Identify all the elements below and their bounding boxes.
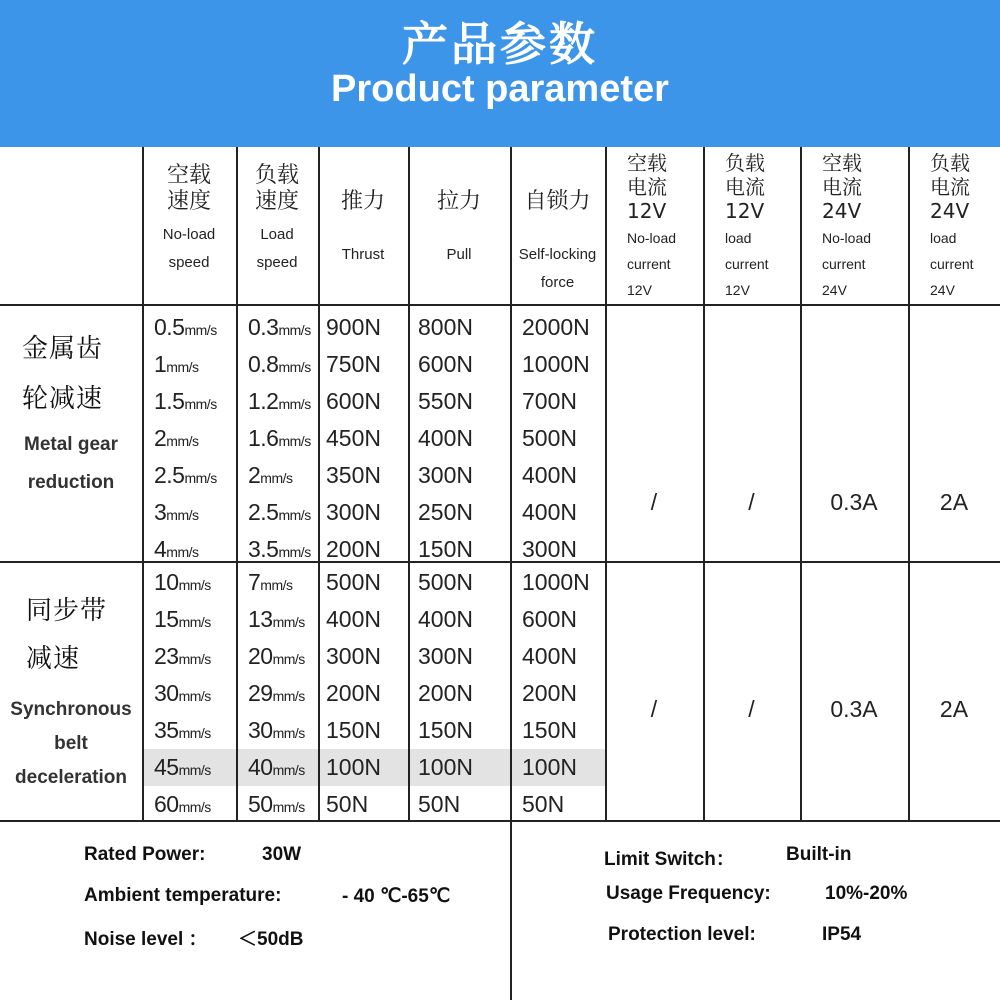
- table-cell: [154, 346, 199, 383]
- header-english-line: 12V: [627, 282, 652, 298]
- table-cell: [248, 457, 293, 494]
- speed-value: 1.2: [248, 388, 279, 414]
- table-cell: [154, 494, 199, 531]
- table-cell: [154, 420, 199, 457]
- column-header: [318, 147, 408, 304]
- header-chinese-line: 空载: [822, 151, 862, 175]
- table-cell: 1000N: [522, 351, 590, 377]
- speed-value: 29: [248, 680, 273, 706]
- parameter-table: [0, 147, 1000, 1000]
- table-cell: 500N: [522, 425, 577, 451]
- header-chinese-line: 电流: [725, 175, 765, 199]
- table-cell: 400N: [418, 425, 473, 451]
- table-cell: [154, 675, 211, 712]
- speed-unit: mm/s: [278, 433, 311, 449]
- table-cell: 500N: [418, 569, 473, 595]
- header-chinese-line: 12V: [725, 199, 765, 223]
- speed-value: 7: [248, 569, 261, 595]
- header-chinese-line: 24V: [930, 199, 970, 223]
- header-chinese-line: 速度: [254, 189, 299, 214]
- table-divider: [0, 561, 1000, 563]
- table-cell: [154, 638, 211, 675]
- speed-value: 15: [154, 606, 179, 632]
- group-label-chinese: [22, 324, 142, 424]
- speed-value: 2.5: [248, 499, 279, 525]
- header-chinese-line: 拉力: [436, 189, 481, 214]
- spec-value: Built-in: [786, 844, 852, 865]
- speed-value: 1.5: [154, 388, 185, 414]
- speed-unit: mm/s: [278, 396, 311, 412]
- table-cell: [248, 309, 311, 346]
- speed-unit: mm/s: [272, 762, 305, 778]
- speed-value: 10: [154, 569, 179, 595]
- header-chinese: [142, 163, 236, 215]
- speed-unit: mm/s: [184, 470, 217, 486]
- speed-value: 35: [154, 717, 179, 743]
- header-chinese: [703, 151, 800, 223]
- speed-unit: mm/s: [184, 396, 217, 412]
- table-cell: [154, 457, 217, 494]
- header-chinese-line: 电流: [627, 175, 667, 199]
- column-header: [908, 147, 1000, 304]
- table-cell: 50N: [326, 791, 369, 817]
- current-value: 0.3A: [830, 489, 878, 515]
- header-english: [703, 225, 800, 303]
- table-cell: [248, 712, 305, 749]
- column-header: [408, 147, 510, 304]
- speed-value: 45: [154, 754, 179, 780]
- speed-unit: mm/s: [178, 614, 211, 630]
- current-value: /: [650, 489, 658, 515]
- speed-unit: mm/s: [272, 799, 305, 815]
- table-cell: [248, 601, 305, 638]
- speed-unit: mm/s: [278, 359, 311, 375]
- header-chinese-line: 12V: [627, 199, 667, 223]
- spec-label: Ambient temperature:: [84, 885, 282, 906]
- speed-unit: mm/s: [178, 762, 211, 778]
- column-header: [142, 147, 236, 304]
- specs-divider: [510, 820, 512, 1000]
- table-cell: 2000N: [522, 314, 590, 340]
- speed-value: 20: [248, 643, 273, 669]
- table-cell: 100N: [418, 754, 473, 780]
- title-chinese: 产品参数: [402, 17, 598, 71]
- speed-unit: mm/s: [178, 577, 211, 593]
- group-label-chinese-line: 减速: [26, 644, 81, 674]
- table-cell: 150N: [418, 536, 473, 562]
- table-divider: [0, 304, 1000, 306]
- group-label-english-line: deceleration: [15, 767, 127, 788]
- table-cell: 500N: [326, 569, 381, 595]
- header-english-line: Pull: [446, 246, 472, 263]
- spec-value: - 40 ℃-65℃: [342, 886, 451, 907]
- speed-unit: mm/s: [272, 614, 305, 630]
- header-english-line: current: [930, 256, 974, 272]
- table-cell: [154, 531, 199, 568]
- header-chinese: [236, 163, 318, 215]
- spec-label: Protection level:: [608, 924, 756, 945]
- group-label-english: [0, 426, 142, 502]
- speed-unit: mm/s: [260, 470, 293, 486]
- header-english-line: current: [822, 256, 866, 272]
- header-chinese: [605, 151, 703, 223]
- speed-value: 23: [154, 643, 179, 669]
- table-cell: 50N: [522, 791, 565, 817]
- header-chinese-line: 推力: [340, 189, 385, 214]
- current-value: 0.3A: [830, 696, 878, 722]
- speed-unit: mm/s: [166, 433, 199, 449]
- header-english-line: Load: [260, 226, 294, 243]
- speed-unit: mm/s: [272, 688, 305, 704]
- speed-value: 40: [248, 754, 273, 780]
- table-cell: 900N: [326, 314, 381, 340]
- header-chinese-line: 负载: [254, 163, 299, 188]
- speed-value: 1: [154, 351, 167, 377]
- group-label-english-line: reduction: [27, 472, 115, 493]
- table-cell: 600N: [418, 351, 473, 377]
- table-cell: [154, 786, 211, 823]
- table-cell: [154, 749, 211, 786]
- header-english-line: 24V: [822, 282, 847, 298]
- table-cell: 400N: [326, 606, 381, 632]
- speed-unit: mm/s: [272, 651, 305, 667]
- current-value: /: [748, 696, 755, 722]
- header-chinese-line: 速度: [166, 189, 211, 214]
- table-cell: 150N: [522, 717, 577, 743]
- column-header: [703, 147, 800, 304]
- table-cell: 700N: [522, 388, 577, 414]
- header-english-line: current: [627, 256, 671, 272]
- spec-value: ＜50dB: [238, 929, 304, 950]
- current-value: /: [748, 489, 755, 515]
- header-english-line: 12V: [725, 282, 750, 298]
- header-english-line: No-load: [162, 226, 216, 243]
- table-cell: [248, 494, 311, 531]
- speed-value: 0.3: [248, 314, 279, 340]
- column-header: [510, 147, 605, 304]
- column-header: [236, 147, 318, 304]
- header-english-line: No-load: [822, 230, 872, 246]
- table-cell: [154, 712, 211, 749]
- table-cell: [154, 564, 211, 601]
- header-english-line: current: [725, 256, 769, 272]
- table-cell: 750N: [326, 351, 381, 377]
- table-cell: [248, 638, 305, 675]
- table-cell: 600N: [326, 388, 381, 414]
- speed-unit: mm/s: [166, 507, 199, 523]
- column-header: [605, 147, 703, 304]
- header-chinese: [408, 189, 510, 215]
- header-english: [318, 241, 408, 269]
- header-chinese-line: 负载: [930, 151, 970, 175]
- speed-value: 2: [248, 462, 261, 488]
- speed-unit: mm/s: [178, 799, 211, 815]
- speed-unit: mm/s: [278, 544, 311, 560]
- speed-unit: mm/s: [278, 322, 311, 338]
- table-cell: 550N: [418, 388, 473, 414]
- table-cell: 250N: [418, 499, 473, 525]
- speed-unit: mm/s: [260, 577, 293, 593]
- speed-value: 0.8: [248, 351, 279, 377]
- header-english-line: load: [725, 230, 752, 246]
- table-cell: 300N: [418, 643, 473, 669]
- table-cell: [248, 383, 311, 420]
- table-cell: 300N: [326, 499, 381, 525]
- header-chinese-line: 空载: [627, 151, 667, 175]
- spec-label: Rated Power:: [84, 844, 206, 865]
- table-cell: 100N: [326, 754, 381, 780]
- table-cell: [154, 601, 211, 638]
- table-cell: 50N: [418, 791, 461, 817]
- speed-unit: mm/s: [278, 507, 311, 523]
- current-value: 2A: [939, 489, 969, 515]
- table-cell: [248, 564, 293, 601]
- group-label-chinese-line: 轮减速: [22, 384, 104, 414]
- header-english: [605, 225, 703, 303]
- speed-unit: mm/s: [178, 725, 211, 741]
- speed-unit: mm/s: [166, 544, 199, 560]
- speed-value: 3.5: [248, 536, 279, 562]
- spec-label: Limit Switch：: [604, 849, 735, 870]
- group-label-chinese-line: 金属齿: [22, 334, 104, 364]
- table-cell: 400N: [522, 462, 577, 488]
- spec-label: Noise level ：: [84, 929, 208, 950]
- speed-value: 30: [248, 717, 273, 743]
- table-cell: 400N: [522, 643, 577, 669]
- table-cell: 400N: [522, 499, 577, 525]
- header-chinese-line: 电流: [930, 175, 970, 199]
- table-cell: 450N: [326, 425, 381, 451]
- table-cell: [248, 786, 305, 823]
- group-label-english-line: Metal gear: [24, 434, 118, 455]
- current-value: /: [650, 696, 658, 722]
- table-cell: 200N: [522, 680, 577, 706]
- table-cell: 300N: [522, 536, 577, 562]
- table-cell: 350N: [326, 462, 381, 488]
- header-english: [908, 225, 1000, 303]
- speed-value: 4: [154, 536, 167, 562]
- header-chinese-line: 24V: [822, 199, 862, 223]
- header-chinese-line: 电流: [822, 175, 862, 199]
- table-cell: [248, 346, 311, 383]
- spec-value: IP54: [822, 924, 862, 945]
- speed-unit: mm/s: [178, 651, 211, 667]
- header-chinese-line: 空载: [166, 163, 211, 188]
- spec-label: Usage Frequency:: [606, 883, 771, 904]
- table-cell: 150N: [418, 717, 473, 743]
- speed-value: 30: [154, 680, 179, 706]
- table-cell: 800N: [418, 314, 473, 340]
- header-english-line: force: [540, 274, 575, 291]
- speed-value: 2: [154, 425, 167, 451]
- speed-value: 13: [248, 606, 273, 632]
- table-cell: 200N: [326, 536, 381, 562]
- table-cell: 400N: [418, 606, 473, 632]
- header-english-line: speed: [256, 254, 298, 271]
- table-cell: 300N: [418, 462, 473, 488]
- header-chinese-line: 自锁力: [524, 189, 591, 214]
- table-cell: 1000N: [522, 569, 590, 595]
- speed-unit: mm/s: [178, 688, 211, 704]
- column-header: [800, 147, 908, 304]
- group-label-english-line: belt: [54, 733, 88, 754]
- table-cell: [248, 531, 311, 568]
- table-cell: 300N: [326, 643, 381, 669]
- header-chinese: [908, 151, 1000, 223]
- table-divider: [0, 820, 1000, 822]
- table-cell: [248, 675, 305, 712]
- title-banner: [0, 0, 1000, 147]
- header-chinese: [800, 151, 908, 223]
- group-label-english-line: Synchronous: [10, 699, 132, 720]
- header-english-line: No-load: [627, 230, 677, 246]
- header-english-line: Thrust: [341, 246, 385, 263]
- table-cell: 200N: [326, 680, 381, 706]
- table-cell: 200N: [418, 680, 473, 706]
- table-cell: [154, 309, 217, 346]
- table-cell: 600N: [522, 606, 577, 632]
- header-english-line: speed: [168, 254, 210, 271]
- speed-unit: mm/s: [184, 322, 217, 338]
- header-english: [510, 241, 605, 297]
- header-english-line: load: [930, 230, 957, 246]
- table-cell: [248, 420, 311, 457]
- group-label-english: [0, 693, 142, 795]
- speed-value: 50: [248, 791, 273, 817]
- header-chinese: [510, 189, 605, 215]
- table-cell: [248, 749, 305, 786]
- header-english: [142, 221, 236, 277]
- header-english-line: Self-locking: [518, 246, 597, 263]
- speed-value: 2.5: [154, 462, 185, 488]
- header-chinese: [318, 189, 408, 215]
- header-english: [236, 221, 318, 277]
- header-english-line: 24V: [930, 282, 955, 298]
- table-cell: 150N: [326, 717, 381, 743]
- speed-value: 1.6: [248, 425, 279, 451]
- speed-value: 0.5: [154, 314, 185, 340]
- spec-value: 30W: [262, 844, 302, 865]
- table-cell: 100N: [522, 754, 577, 780]
- header-chinese-line: 负载: [725, 151, 765, 175]
- spec-value: 10%-20%: [825, 883, 908, 904]
- speed-unit: mm/s: [166, 359, 199, 375]
- title-english: Product parameter: [331, 68, 669, 110]
- header-english: [800, 225, 908, 303]
- group-label-chinese: [26, 587, 146, 683]
- header-english: [408, 241, 510, 269]
- table-cell: [154, 383, 217, 420]
- current-value: 2A: [939, 696, 969, 722]
- speed-value: 3: [154, 499, 167, 525]
- group-label-chinese-line: 同步带: [26, 596, 108, 626]
- speed-value: 60: [154, 791, 179, 817]
- speed-unit: mm/s: [272, 725, 305, 741]
